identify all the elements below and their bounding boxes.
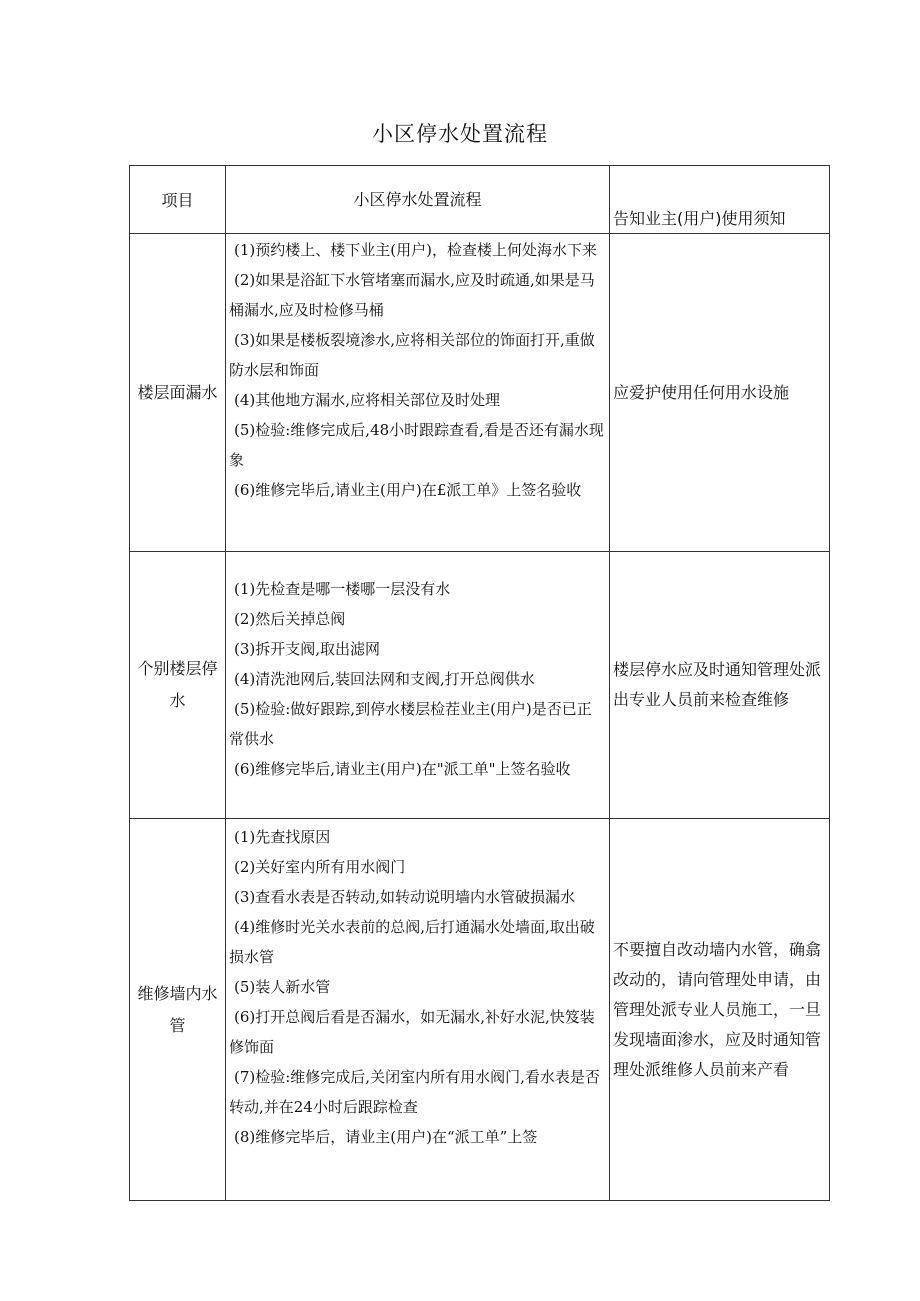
step-text: (2)如果是浴缸下水管堵塞而漏水,应及时疏通,如果是马桶漏水,应及时检修马桶 [229,271,595,319]
table-row [130,819,830,1201]
table-header-row [130,166,830,234]
step-text: (6)维修完毕后,请业主(用户)在"派工单"上签名验收 [234,760,571,778]
row-item-label: 维修墙内水管 [130,819,226,1201]
step-text: (5)检验:做好跟踪,到停水楼层检茬业主(用户)是否已正常供水 [229,700,592,748]
row-notice [610,552,830,819]
row-item-label: 个别楼层停水 [130,552,226,819]
step-text: (6)维修完毕后,请业主(用户)在£派工单》上签名验收 [234,481,582,499]
step-text: (7)检验:维修完成后,关闭室内所有用水阀门,看水表是否转动,并在24小时后跟踪检查 [229,1068,600,1116]
row-item-label: 楼层面漏水 [130,234,226,552]
step-text: (2)然后关掉总阀 [234,610,346,628]
step-text: (1)先查找原因 [234,828,331,846]
step-text: (2)关好室内所有用水阀门 [234,858,406,876]
notice-text: 应爱护使用任何用水设施 [613,382,790,402]
step-text: (6)打开总阀后看是否漏水，如无漏水,补好水泥,快笈装修饰面 [229,1008,595,1056]
step-text: (1)预约楼上、楼下业主(用户)，检查楼上何处海水下来 [234,241,597,259]
step-text: (4)维修时光关水表前的总阀,后打通漏水处墙面,取出破损水管 [229,918,595,966]
table-row [130,234,830,552]
notice-text: 不要擅自改动墙内水管，确翕改动的，请向管理处申请，由管理处派专业人员施工，一旦发现墙面渗水，应及时通知管理处派维修人员前来产看 [613,939,822,1079]
step-text: (1)先检查是哪一楼哪一层没有水 [234,580,451,598]
step-text: (5)检验:维修完成后,48小时跟踪查看,看是否还有漏水现象 [229,421,604,469]
step-text: (4)其他地方漏水,应将相关部位及时处理 [234,391,501,409]
notice-text: 楼层停水应及时通知管理处派出专业人员前来检查维修 [613,660,822,709]
table-row [130,552,830,819]
step-text: (8)维修完毕后，请业主(用户)在“派工单”上签 [234,1128,538,1146]
procedure-table [129,165,830,1201]
row-steps [226,234,610,552]
header-process: 小区停水处置流程 [226,166,610,234]
row-steps [226,552,610,819]
row-notice [610,234,830,552]
header-item: 项目 [130,166,226,234]
step-text: (3)如果是楼板裂境渗水,应将相关部位的饰面打开,重做防水层和饰面 [229,331,595,379]
step-text: (3)查看水表是否转动,如转动说明墙内水管破损漏水 [234,888,576,906]
step-text: (3)拆开支阀,取出滤网 [234,640,381,658]
step-text: (4)清洗池网后,装回法网和支阀,打开总阀供水 [234,670,535,688]
page-title: 小区停水处置流程 [372,122,548,146]
row-notice [610,819,830,1201]
row-steps [226,819,610,1201]
step-text: (5)装人新水管 [234,978,331,996]
header-notice: 告知业主(用户)使用须知 [610,166,830,234]
